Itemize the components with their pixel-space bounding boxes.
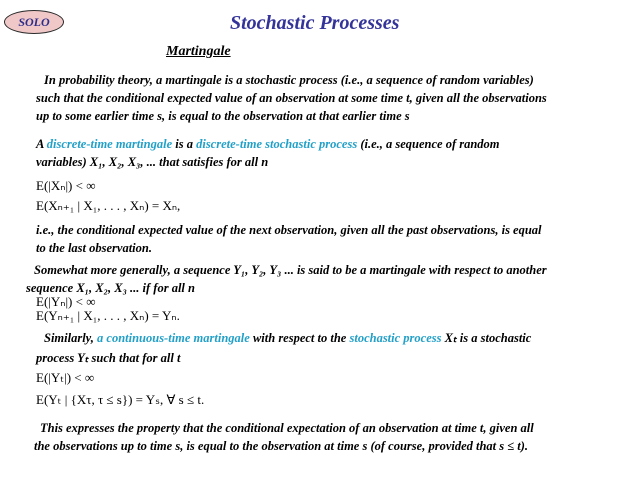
continuous-text-c: Xₜ is a stochastic bbox=[441, 331, 532, 345]
discrete-time-stochastic-process-link[interactable]: discrete-time stochastic process bbox=[196, 137, 358, 151]
equation-martingale-continuous: E(Yₜ | {Xτ, τ ≤ s}) = Yₛ, ∀ s ≤ t. bbox=[36, 392, 205, 407]
discrete-definition bbox=[36, 136, 500, 153]
explain-line-1: i.e., the conditional expected value of the next observation, given all the past observations, is equal bbox=[36, 223, 542, 237]
general-line-2: sequence X₁, X₂, X₃ ... if for all n bbox=[26, 281, 195, 295]
continuous-text-b: with respect to the bbox=[249, 331, 350, 345]
intro-line-1: In probability theory, a martingale is a stochastic process (i.e., a sequence of random variables) bbox=[44, 73, 534, 87]
discrete-time-martingale-link[interactable]: discrete-time martingale bbox=[46, 137, 173, 151]
general-line-1: Somewhat more generally, a sequence Y₁, Y₂, Y₃ ... is said to be a martingale with respect to another bbox=[34, 263, 547, 277]
intro-line-3: up to some earlier time s, is equal to the observation at that earlier time s bbox=[36, 109, 410, 123]
page-title: Stochastic Processes bbox=[230, 12, 400, 34]
intro-line-2: such that the conditional expected value of an observation at some time t, given all the observations bbox=[36, 91, 547, 105]
discrete-line-2: variables) X₁, X₂, X₃, ... that satisfies for all n bbox=[36, 155, 269, 169]
stochastic-process-link[interactable]: stochastic process bbox=[349, 331, 442, 345]
equation-martingale-discrete: E(Xₙ₊₁ | X₁, . . . , Xₙ) = Xₙ, bbox=[36, 198, 181, 213]
explain-line-2: to the last observation. bbox=[36, 241, 152, 255]
conclusion-line-1: This expresses the property that the conditional expectation of an observation at time t, given all bbox=[40, 421, 534, 435]
equation-expectation-finite: E(|Xₙ|) < ∞ bbox=[36, 178, 96, 193]
discrete-text-c: (i.e., a sequence of random bbox=[357, 137, 500, 151]
equation-y-finite: E(|Yₙ|) < ∞ bbox=[36, 294, 96, 309]
conclusion-line-2: the observations up to time s, is equal to the observation at time s (of course, provided that s ≤ t). bbox=[34, 439, 529, 453]
solo-logo: SOLO bbox=[4, 10, 64, 34]
continuous-time-martingale-link[interactable]: a continuous-time martingale bbox=[97, 331, 250, 345]
equation-yt-finite: E(|Yₜ|) < ∞ bbox=[36, 370, 95, 385]
continuous-definition bbox=[44, 330, 531, 347]
discrete-text-a: A bbox=[36, 137, 47, 151]
section-heading: Martingale bbox=[166, 44, 231, 59]
continuous-line-2: process Yₜ such that for all t bbox=[36, 351, 181, 365]
equation-martingale-y: E(Yₙ₊₁ | X₁, . . . , Xₙ) = Yₙ. bbox=[36, 308, 180, 323]
discrete-text-b: is a bbox=[172, 137, 197, 151]
continuous-text-a: Similarly, bbox=[44, 331, 98, 345]
